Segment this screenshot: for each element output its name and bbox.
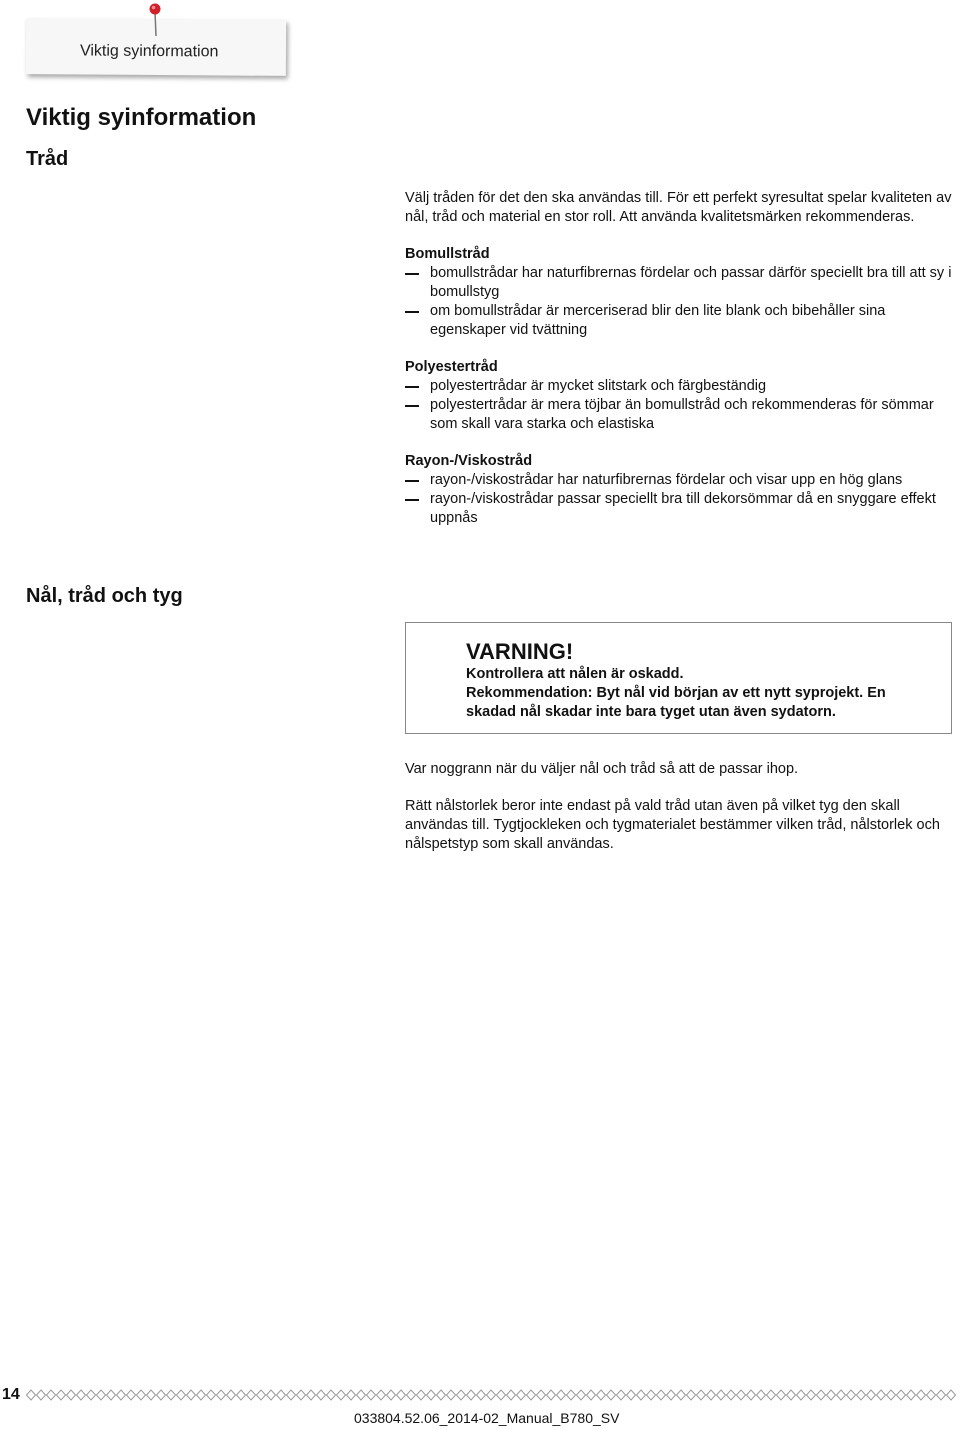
push-pin-icon [146,2,166,38]
group-title: Rayon-/Viskostråd [405,453,533,469]
nal-paragraph-2: Rätt nålstorlek beror inte endast på vald tråd utan även på vilket tyg den skall användas till. Tygtjockleken och tygmaterialet bestämmer vilken tråd, nålstorlek och nålspetstyp som skall användas. [405,798,940,852]
list-item: polyestertrådar är mycket slitstark och färgbeständig [405,377,953,396]
group-title: Polyestertråd [405,359,498,375]
diamond-border-icon [26,1389,956,1401]
page-title: Viktig syinformation [26,104,257,131]
warning-title: VARNING! [466,639,574,664]
group-rayon-viskostrad [405,452,953,528]
warning-box [405,622,952,734]
warning-line-1: Kontrollera att nålen är oskadd. [466,666,684,682]
list-item: bomullstrådar har naturfibrernas fördelar och passar därför speciellt bra till att sy i bomullstyg [405,264,953,302]
group-title: Bomullstråd [405,246,490,262]
list-item: polyestertrådar är mera töjbar än bomullstråd och rekommenderas för sömmar som skall vara starka och elastiska [405,396,953,434]
trad-intro: Välj tråden för det den ska användas till. För ett perfekt syresultat spelar kvaliteten av nål, tråd och material en stor roll. Att använda kvalitetsmärken rekommenderas. [405,190,952,225]
page-number: 14 [2,1386,20,1403]
section-nal-content [405,760,953,854]
document-code: 033804.52.06_2014-02_Manual_B780_SV [354,1410,620,1426]
header-tab-label: Viktig syinformation [79,42,219,61]
group-polyestertrad [405,358,953,434]
list-item: rayon-/viskostrådar passar speciellt bra till dekorsömmar då en snyggare effekt uppnås [405,490,953,528]
group-bomullstrad [405,245,953,340]
nal-paragraph-1: Var noggrann när du väljer nål och tråd så att de passar ihop. [405,761,799,777]
list-item: rayon-/viskostrådar har naturfibrernas fördelar och visar upp en hög glans [405,471,953,490]
list-item: om bomullstrådar är merceriserad blir den lite blank och bibehåller sina egenskaper vid tvättning [405,302,953,340]
section-heading-nal: Nål, tråd och tyg [26,585,183,607]
section-trad-content [405,189,953,528]
warning-line-2: Rekommendation: Byt nål vid början av ett nytt syprojekt. En skadad nål skadar inte bara tyget utan även sydatorn. [466,685,886,720]
section-heading-trad: Tråd [26,148,69,170]
